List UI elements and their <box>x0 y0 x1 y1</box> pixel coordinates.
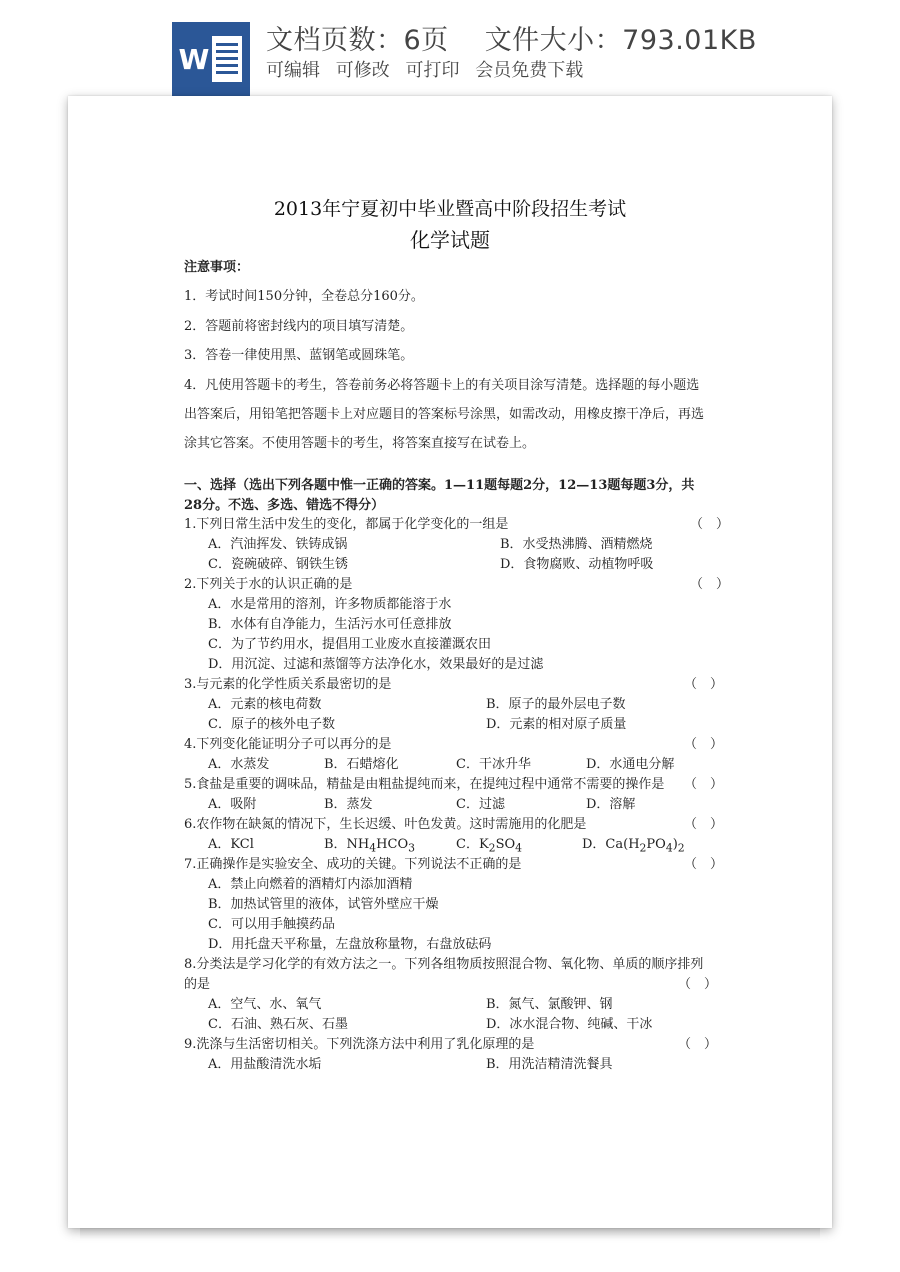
question-4-stem: 4.下列变化能证明分子可以再分的是 <box>184 737 392 752</box>
question-1-stem: 1.下列日常生活中发生的变化，都属于化学变化的一组是 <box>184 517 509 532</box>
q6-option-b <box>324 836 415 858</box>
answer-paren: （ ） <box>684 777 724 792</box>
q1-option-b: B．水受热沸腾、酒精燃烧 <box>500 537 653 552</box>
page-count: 文档页数：6页 <box>266 25 449 56</box>
q6-option-c <box>456 836 522 858</box>
page-shadow <box>80 1226 820 1240</box>
section-heading: 一、选择（选出下列各题中惟一正确的答案。1—11题每题2分，12—13题每题3分，共 <box>184 478 695 493</box>
file-meta <box>266 18 757 57</box>
q4-option-c: C．干冰升华 <box>456 757 531 772</box>
formula-part: PO <box>646 837 666 852</box>
notice-item: 4．凡使用答题卡的考生，答卷前务必将答题卡上的有关项目涂写清楚。选择题的每小题选 <box>184 378 700 393</box>
feature-member-download: 会员免费下载 <box>475 60 584 81</box>
q6-option-a: A．KCl <box>208 837 254 852</box>
q7-option-b: B．加热试管里的液体，试管外壁应干燥 <box>208 897 439 912</box>
question-8-stem: 8.分类法是学习化学的有效方法之一。下列各组物质按照混合物、氧化物、单质的顺序排列 <box>184 957 704 972</box>
q4-option-d: D．水通电分解 <box>586 757 675 772</box>
q8-option-a: A．空气、水、氧气 <box>208 997 322 1012</box>
feature-modifiable: 可修改 <box>335 60 390 81</box>
q2-option-b: B．水体有自净能力，生活污水可任意排放 <box>208 617 452 632</box>
q3-option-b: B．原子的最外层电子数 <box>486 697 626 712</box>
formula-subscript: 2 <box>677 841 685 855</box>
answer-paren: （ ） <box>678 1037 718 1052</box>
question-6-stem: 6.农作物在缺氮的情况下，生长迟缓、叶色发黄。这时需施用的化肥是 <box>184 817 587 832</box>
formula-part: D．Ca(H <box>582 837 640 852</box>
answer-paren: （ ） <box>684 817 724 832</box>
q7-option-a: A．禁止向燃着的酒精灯内添加酒精 <box>208 877 413 892</box>
answer-paren: （ ） <box>684 857 724 872</box>
word-icon-letter: W <box>178 43 210 76</box>
q4-option-b: B．石蜡熔化 <box>324 757 399 772</box>
formula-subscript: 4 <box>515 841 523 855</box>
formula-subscript: 2 <box>639 841 647 855</box>
notice-item: 2．答题前将密封线内的项目填写清楚。 <box>184 319 414 334</box>
feature-printable: 可打印 <box>405 60 460 81</box>
formula-part: HCO <box>376 837 409 852</box>
formula-part: C．K <box>456 837 489 852</box>
exam-subtitle: 化学试题 <box>410 228 490 252</box>
formula-subscript: 4 <box>369 841 377 855</box>
formula-part: B．NH <box>324 837 370 852</box>
q5-option-d: D．溶解 <box>586 797 636 812</box>
feature-editable: 可编辑 <box>266 60 320 81</box>
question-2-stem: 2.下列关于水的认识正确的是 <box>184 577 353 592</box>
q2-option-c: C．为了节约用水，提倡用工业废水直接灌溉农田 <box>208 637 491 652</box>
question-5-stem: 5.食盐是重要的调味品，精盐是由粗盐提纯而来，在提纯过程中通常不需要的操作是 <box>184 777 665 792</box>
q8-option-b: B．氮气、氯酸钾、钢 <box>486 997 613 1012</box>
q1-option-d: D．食物腐败、动植物呼吸 <box>500 557 654 572</box>
formula-part: ) <box>672 837 678 852</box>
q2-option-a: A．水是常用的溶剂，许多物质都能溶于水 <box>208 597 452 612</box>
q3-option-a: A．元素的核电荷数 <box>208 697 322 712</box>
formula-subscript: 2 <box>488 841 496 855</box>
notice-item: 1．考试时间150分钟，全卷总分160分。 <box>184 289 424 304</box>
q1-option-a: A．汽油挥发、铁铸成锅 <box>208 537 348 552</box>
q5-option-b: B．蒸发 <box>324 797 373 812</box>
formula-part: SO <box>495 837 516 852</box>
section-heading-cont: 28分。不选、多选、错选不得分） <box>184 498 385 513</box>
q7-option-c: C．可以用手触摸药品 <box>208 917 335 932</box>
question-3-stem: 3.与元素的化学性质关系最密切的是 <box>184 677 392 692</box>
feature-list <box>266 56 593 82</box>
notice-item: 出答案后，用铅笔把答题卡上对应题目的答案标号涂黑，如需改动，用橡皮擦干净后，再选 <box>184 407 705 422</box>
notice-heading: 注意事项： <box>184 260 250 275</box>
answer-paren: （ ） <box>684 737 724 752</box>
notice-item: 3．答卷一律使用黑、蓝钢笔或圆珠笔。 <box>184 348 414 363</box>
q4-option-a: A．水蒸发 <box>208 757 270 772</box>
q2-option-d: D．用沉淀、过滤和蒸馏等方法净化水，效果最好的是过滤 <box>208 657 544 672</box>
question-9-stem: 9.洗涤与生活密切相关。下列洗涤方法中利用了乳化原理的是 <box>184 1037 535 1052</box>
q8-option-d: D．冰水混合物、纯碱、干冰 <box>486 1017 653 1032</box>
q3-option-c: C．原子的核外电子数 <box>208 717 335 732</box>
q9-option-a: A．用盐酸清洗水垢 <box>208 1057 322 1072</box>
q1-option-c: C．瓷碗破碎、钢铁生锈 <box>208 557 348 572</box>
formula-subscript: 4 <box>665 841 673 855</box>
answer-paren: （ ） <box>690 517 730 532</box>
exam-title: 2013年宁夏初中毕业暨高中阶段招生考试 <box>273 198 627 220</box>
answer-paren: （ ） <box>690 577 730 592</box>
formula-subscript: 3 <box>408 841 415 855</box>
word-document-icon <box>172 22 250 96</box>
q8-option-c: C．石油、熟石灰、石墨 <box>208 1017 348 1032</box>
answer-paren: （ ） <box>678 977 718 992</box>
question-8-stem-cont: 的是 <box>184 977 211 992</box>
file-size: 文件大小：793.01KB <box>484 25 757 56</box>
q5-option-c: C．过滤 <box>456 797 505 812</box>
download-header <box>0 0 900 96</box>
answer-paren: （ ） <box>684 677 724 692</box>
q5-option-a: A．吸附 <box>208 797 257 812</box>
q9-option-b: B．用洗洁精清洗餐具 <box>486 1057 613 1072</box>
notice-item: 涂其它答案。不使用答题卡的考生，将答案直接写在试卷上。 <box>184 436 536 451</box>
q6-option-d <box>582 836 685 858</box>
q3-option-d: D．元素的相对原子质量 <box>486 717 627 732</box>
question-7-stem: 7.正确操作是实验安全、成功的关键。下列说法不正确的是 <box>184 857 522 872</box>
q7-option-d: D．用托盘天平称量，左盘放称量物，右盘放砝码 <box>208 937 492 952</box>
